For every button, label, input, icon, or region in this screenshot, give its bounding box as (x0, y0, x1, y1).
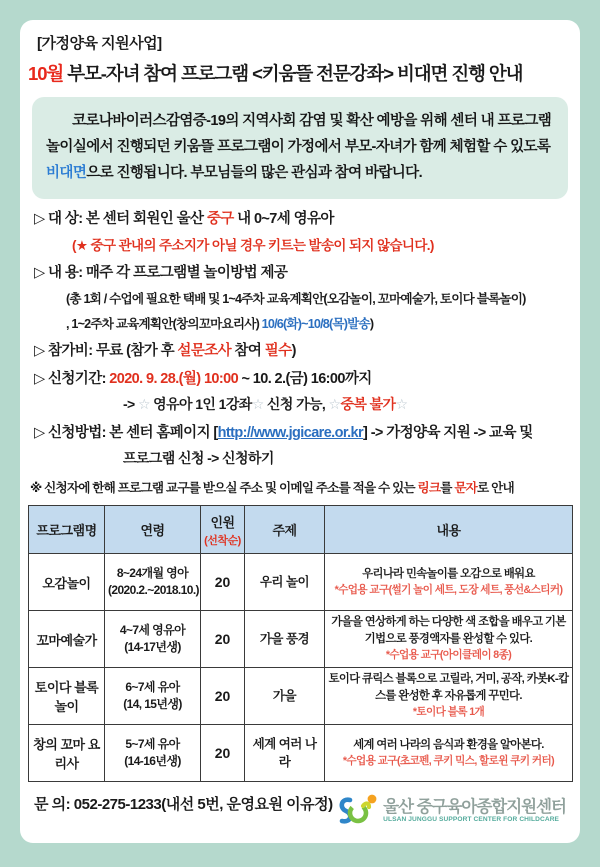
intro-text-2: 으로 진행됩니다. 부모님들의 많은 관심과 참여 바랍니다. (86, 165, 423, 182)
intro-highlight: 비대면 (46, 165, 87, 182)
category-label: [가정양육 지원사업] (37, 35, 162, 52)
program-topic: 가을 (245, 668, 325, 725)
table-row (29, 725, 573, 782)
program-table (28, 505, 573, 782)
program-count: 20 (201, 611, 245, 668)
table-row (29, 668, 573, 725)
program-materials: *수업용 교구(아이클레이 8종) (385, 649, 512, 662)
center-name-korean: 울산 중구육아종합지원센터 (383, 798, 566, 817)
title-month: 10월 (28, 63, 64, 84)
col-header-topic: 주제 (245, 506, 325, 554)
col-header-age: 연령 (105, 506, 201, 554)
program-desc: 세계 여러 나라의 음식과 환경을 알아본다. *수업용 교구(초코펜, 쿠키 믹스, 할로윈 쿠키 커터) (325, 725, 573, 782)
intro-text-1: 코로나바이러스감염증-19의 지역사회 감염 및 확산 예방을 위해 센터 내 프로그램 놀이실에서 진행되던 키움뜰 프로그램이 가정에서 부모-자녀가 함께 체험할 수 있도록 (46, 113, 552, 156)
program-topic: 세계 여러 나라 (245, 725, 325, 782)
page-title (28, 60, 572, 86)
center-name-english: ULSAN JUNGGU SUPPORT CENTER FOR CHILDCARE (383, 815, 560, 823)
col-header-program: 프로그램명 (29, 506, 105, 554)
col-header-count: 인원 (선착순) (201, 506, 245, 554)
document-sheet (20, 20, 580, 843)
program-name: 토이다 블록놀이 (29, 668, 105, 725)
program-topic: 가을 풍경 (245, 611, 325, 668)
detail-target-warning: (★ 중구 관내의 주소지가 아닐 경우 키트는 발송이 되지 않습니다.) (72, 238, 434, 254)
program-name: 오감놀이 (29, 554, 105, 611)
program-materials: *수업용 교구(썰기 놀이 세트, 도장 세트, 풍선&스티커) (334, 583, 563, 596)
program-count: 20 (201, 554, 245, 611)
detail-target: ▷ 대 상: 본 센터 회원인 울산 중구 내 0~7세 영유아 (34, 211, 334, 228)
star-icon: ☆ (395, 396, 408, 413)
program-count: 20 (201, 725, 245, 782)
program-name: 창의 꼬마 요리사 (29, 725, 105, 782)
no-duplicate-label: 중복 불가 (340, 396, 396, 413)
detail-content-sub2: , 1~2주차 교육계획안(창의꼬마요리사) 10/6(화)~10/8(목)발송) (66, 317, 374, 332)
first-come-note: (선착순) (204, 534, 241, 547)
detail-period: ▷ 신청기간: 2020. 9. 28.(월) 10:00 ~ 10. 2.(금) 16:00까지 (34, 371, 372, 388)
program-desc: 토이다 큐릭스 블록으로 고릴라, 거미, 공작, 카봇K-캅스를 완성한 후 자유롭게 꾸민다. *토이다 블록 1개 (325, 668, 573, 725)
intro-box (32, 97, 568, 199)
details-section (28, 207, 572, 496)
program-desc: 우리나라 민속놀이를 오감으로 배워요 *수업용 교구(썰기 놀이 세트, 도장 세트, 풍선&스티커) (325, 554, 573, 611)
detail-content-sub1: (총 1회 / 수업에 필요한 택배 및 1~4주차 교육계획안(오감놀이, 꼬마예술가, 토이다 블록놀이) (66, 292, 526, 307)
table-row (29, 611, 573, 668)
contact-info: 문 의: 052-275-1233(내선 5번, 운영요원 이유정) (34, 796, 333, 814)
detail-method: ▷ 신청방법: 본 센터 홈페이지 [http://www.jgicare.or.kr] -> 가정양육 지원 -> 교육 및 (34, 425, 533, 442)
detail-method-sub: 프로그램 신청 -> 신청하기 (123, 450, 274, 467)
title-text: 부모-자녀 참여 프로그램 <키움뜰 전문강좌> 비대면 진행 안내 (63, 63, 523, 84)
shipping-dates: 10/6(화)~10/8(목)발송 (261, 317, 370, 332)
program-materials: *수업용 교구(초코펜, 쿠키 믹스, 할로윈 쿠키 커터) (342, 754, 555, 767)
table-header (29, 506, 573, 554)
star-icon: ☆ (328, 396, 341, 413)
detail-fee: ▷ 참가비: 무료 (참가 후 설문조사 참여 필수) (34, 343, 296, 360)
center-logo-text (383, 799, 566, 823)
program-desc: 가을을 연상하게 하는 다양한 색 조합을 배우고 기본 기법으로 풍경액자를 완성할 수 있다. *수업용 교구(아이클레이 8종) (325, 611, 573, 668)
star-icon: ☆ (251, 396, 264, 413)
star-icon: ☆ (137, 396, 150, 413)
program-count: 20 (201, 668, 245, 725)
program-materials: *토이다 블록 1개 (412, 706, 485, 719)
program-age: 8~24개월 영아 (2020.2.~2018.10.) (105, 554, 201, 611)
program-age: 5~7세 유아 (14-16년생) (105, 725, 201, 782)
detail-content: ▷ 내 용: 매주 각 프로그램별 놀이방법 제공 (34, 265, 288, 282)
center-logo-icon (336, 790, 378, 833)
program-name: 꼬마예술가 (29, 611, 105, 668)
program-age: 4~7세 영유아 (14-17년생) (105, 611, 201, 668)
center-logo (336, 790, 566, 833)
table-row (29, 554, 573, 611)
program-topic: 우리 놀이 (245, 554, 325, 611)
detail-period-note: -> ☆ 영유아 1인 1강좌☆ 신청 가능, ☆중복 불가☆ (123, 396, 408, 413)
col-header-content: 내용 (325, 506, 573, 554)
period-start: 2020. 9. 28.(월) 10:00 (109, 371, 239, 388)
homepage-link[interactable]: http://www.jgicare.or.kr (217, 425, 364, 442)
program-age: 6~7세 유아 (14, 15년생) (105, 668, 201, 725)
target-district: 중구 (206, 211, 234, 228)
sms-note: ※ 신청자에 한해 프로그램 교구를 받으실 주소 및 이메일 주소를 적을 수 있는 링크를 문자로 안내 (30, 481, 514, 496)
